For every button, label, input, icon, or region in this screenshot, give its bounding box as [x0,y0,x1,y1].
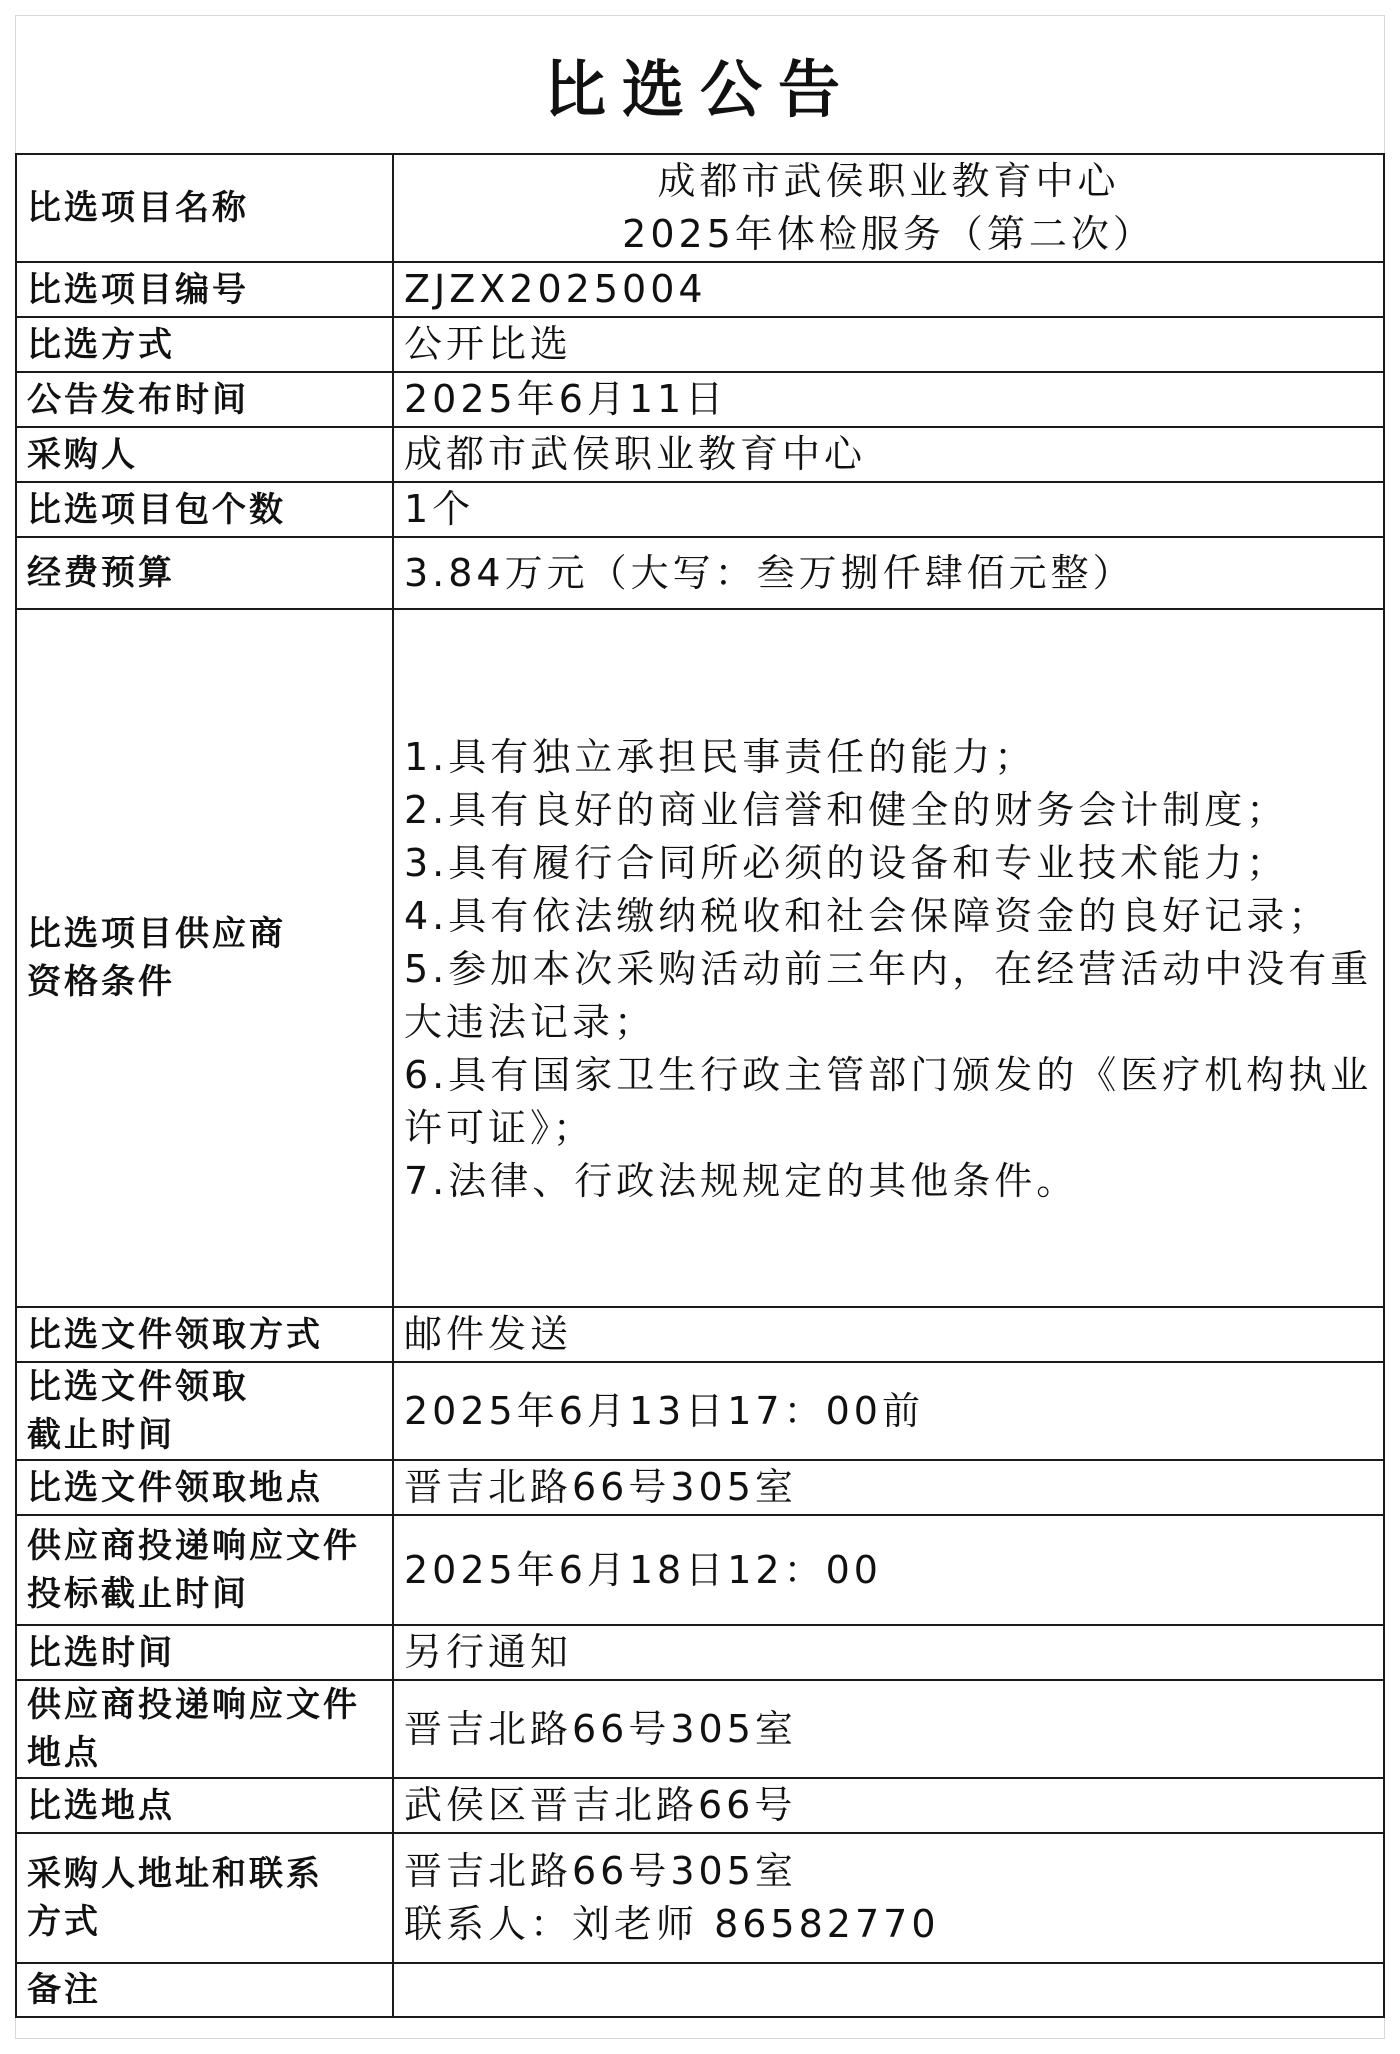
table-row [16,609,1384,1307]
list-item: 6.具有国家卫生行政主管部门颁发的《医疗机构执业许可证》； [404,1052,1373,1150]
row-value-budget: 3.84万元（大写：叁万捌仟肆佰元整） [393,537,1384,609]
table-row [16,262,1384,317]
row-label-remarks: 备注 [16,1963,393,2017]
row-label-qualifications [16,609,393,1307]
row-value-qualifications [393,609,1384,1307]
row-value-remarks [393,1963,1384,2017]
qualification-list [404,709,1373,1208]
row-value-doc-method: 邮件发送 [393,1307,1384,1362]
row-value-selection-time: 另行通知 [393,1625,1384,1680]
list-item: 4.具有依法缴纳税收和社会保障资金的良好记录； [404,893,1331,938]
project-name-line-2: 2025年体检服务（第二次） [622,212,1155,256]
table-row [16,372,1384,427]
row-value-purchaser: 成都市武侯职业教育中心 [393,427,1384,482]
row-value-bid-location: 晋吉北路66号305室 [393,1680,1384,1778]
bid-location-label-line-1: 供应商投递响应文件 [27,1685,360,1725]
row-label-selection-location: 比选地点 [16,1778,393,1833]
row-value-doc-deadline: 2025年6月13日17：00前 [393,1362,1384,1460]
row-value-package-count: 1个 [393,482,1384,537]
row-label-project-number: 比选项目编号 [16,262,393,317]
table-row [16,537,1384,609]
table-row [16,1833,1384,1963]
table-row [16,482,1384,537]
bid-location-label-line-2: 地点 [27,1733,101,1773]
row-label-bid-location [16,1680,393,1778]
bid-deadline-label-line-1: 供应商投递响应文件 [27,1526,360,1566]
row-value-project-number: ZJZX2025004 [393,262,1384,317]
list-item: 5.参加本次采购活动前三年内，在经营活动中没有重大违法记录； [404,946,1373,1044]
qualifications-label-line-2: 资格条件 [27,962,175,1002]
table-row [16,1362,1384,1460]
row-label-method: 比选方式 [16,317,393,372]
notice-table [15,153,1385,2018]
table-row [16,1778,1384,1833]
table-row [16,1307,1384,1362]
table-row [16,1460,1384,1515]
table-row [16,317,1384,372]
bid-deadline-label-line-2: 投标截止时间 [27,1574,249,1614]
table-row [16,1963,1384,2017]
row-value-project-name [393,154,1384,262]
list-item: 7.法律、行政法规规定的其他条件。 [404,1158,1079,1203]
contact-label-line-2: 方式 [27,1902,101,1942]
row-label-doc-deadline [16,1362,393,1460]
row-value-bid-deadline: 2025年6月18日12：00 [393,1515,1384,1625]
page-title: 比选公告 [543,52,856,126]
table-row [16,1680,1384,1778]
row-value-publish-time: 2025年6月11日 [393,372,1384,427]
row-label-budget: 经费预算 [16,537,393,609]
contact-person: 联系人：刘老师 86582770 [404,1902,940,1946]
row-label-project-name: 比选项目名称 [16,154,393,262]
row-label-contact [16,1833,393,1963]
table-row [16,1625,1384,1680]
row-value-doc-location: 晋吉北路66号305室 [393,1460,1384,1515]
list-item: 1.具有独立承担民事责任的能力； [404,734,1037,779]
row-value-selection-location: 武侯区晋吉北路66号 [393,1778,1384,1833]
row-label-doc-location: 比选文件领取地点 [16,1460,393,1515]
list-item: 3.具有履行合同所必须的设备和专业技术能力； [404,840,1289,885]
table-row [16,427,1384,482]
doc-deadline-label-line-2: 截止时间 [27,1415,175,1455]
table-row [16,154,1384,262]
project-name-line-1: 成都市武侯职业教育中心 [657,159,1120,203]
contact-label-line-1: 采购人地址和联系 [27,1854,323,1894]
row-label-publish-time: 公告发布时间 [16,372,393,427]
contact-address: 晋吉北路66号305室 [404,1849,797,1893]
table-row [16,1515,1384,1625]
row-label-package-count: 比选项目包个数 [16,482,393,537]
row-value-contact [393,1833,1384,1963]
row-label-purchaser: 采购人 [16,427,393,482]
row-label-bid-deadline [16,1515,393,1625]
qualifications-label-line-1: 比选项目供应商 [27,914,286,954]
row-label-selection-time: 比选时间 [16,1625,393,1680]
list-item: 2.具有良好的商业信誉和健全的财务会计制度； [404,787,1289,832]
row-value-method: 公开比选 [393,317,1384,372]
row-label-doc-method: 比选文件领取方式 [16,1307,393,1362]
doc-deadline-label-line-1: 比选文件领取 [27,1367,249,1407]
